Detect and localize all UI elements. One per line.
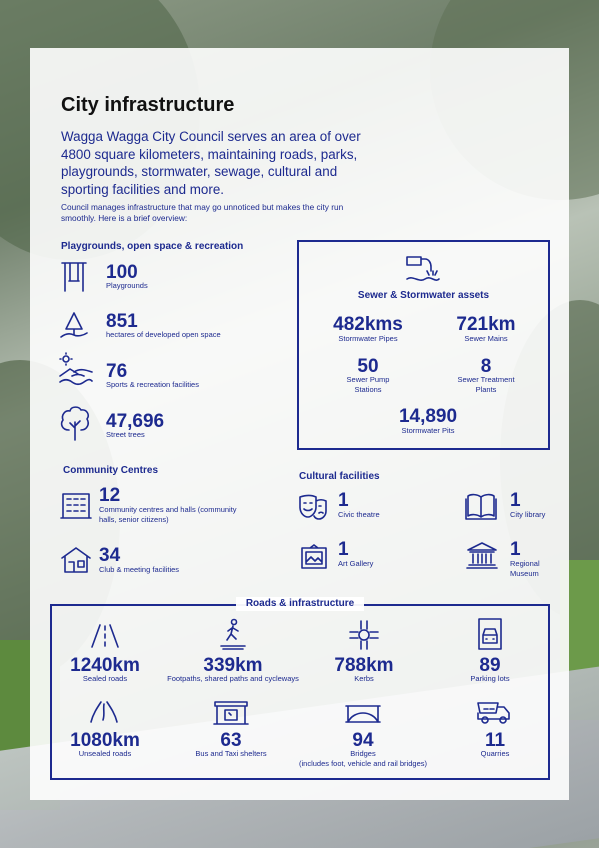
house-icon — [60, 546, 92, 574]
quarries-count: 11 — [484, 730, 506, 751]
club-facilities-label: Club & meeting facilities — [99, 565, 180, 574]
pedestrian-path-icon — [219, 618, 247, 650]
tree-hand-icon — [58, 309, 90, 341]
swimmer-icon — [58, 352, 94, 388]
community-centres-label: Community centres and halls (community halls, senior citizens) — [99, 505, 237, 524]
stormwater-pipes-count: 482kms — [333, 314, 403, 335]
city-library-label: City library — [510, 510, 546, 519]
outlet-pipe-icon — [405, 253, 441, 283]
unsealed-roads-label: Unsealed roads — [78, 749, 132, 758]
intro-subtext: Council manages infrastructure that may go unnoticed but makes the city run smoothly. Here is a brief overview: — [61, 202, 344, 223]
playgrounds-section-title: Playgrounds, open space & recreation — [61, 241, 244, 252]
dump-truck-icon — [476, 699, 512, 725]
playgrounds-label: Playgrounds — [106, 281, 148, 290]
cultural-section-title: Cultural facilities — [299, 471, 380, 482]
kerbs-count: 788km — [334, 655, 394, 676]
page-title: City infrastructure — [61, 94, 235, 116]
sealed-road-icon — [90, 623, 120, 649]
parking-lots-label: Parking lots — [470, 674, 510, 683]
street-trees-count: 47,696 — [106, 411, 165, 432]
open-space-count: 851 — [106, 311, 138, 332]
tree-icon — [59, 404, 91, 442]
museum-icon — [466, 541, 498, 569]
club-facilities-count: 34 — [99, 545, 121, 566]
sealed-roads-label: Sealed roads — [82, 674, 128, 683]
unsealed-road-icon — [89, 700, 119, 724]
roads-section-title: Roads & infrastructure — [245, 598, 355, 609]
civic-theatre-label: Civic theatre — [338, 510, 380, 519]
sewer-mains-count: 721km — [456, 314, 516, 335]
open-space-label: hectares of developed open space — [106, 330, 221, 339]
pump-stations-count: 50 — [357, 356, 379, 377]
stormwater-pipes-label: Stormwater Pipes — [338, 334, 398, 343]
civic-theatre-count: 1 — [338, 490, 349, 511]
book-icon — [465, 491, 497, 521]
bridges-count: 94 — [352, 730, 374, 751]
bridges-label: Bridges — [350, 749, 376, 758]
stormwater-pits-count: 14,890 — [398, 406, 458, 427]
museum-label: Regional Museum — [510, 559, 540, 578]
parking-car-icon — [477, 617, 503, 651]
community-section-title: Community Centres — [63, 465, 159, 476]
playgrounds-count: 100 — [106, 262, 138, 283]
unsealed-roads-count: 1080km — [70, 730, 140, 751]
bus-shelter-icon — [213, 698, 249, 726]
sports-label: Sports & recreation facilities — [106, 380, 199, 389]
stormwater-pits-label: Stormwater Pits — [401, 426, 455, 435]
art-gallery-label: Art Gallery — [338, 559, 374, 568]
pump-stations-label: Sewer Pump Stations — [346, 375, 390, 394]
city-library-count: 1 — [510, 490, 521, 511]
art-frame-icon — [300, 544, 328, 570]
community-centres-count: 12 — [99, 485, 121, 506]
intro-text: Wagga Wagga City Council serves an area of over 4800 square kilometers, maintaining roads, parks, playgrounds, stormwater, sewage, cultural and sporting facilities and more. — [61, 129, 361, 197]
kerbs-label: Kerbs — [354, 674, 374, 683]
footpaths-label: Footpaths, shared paths and cycleways — [167, 674, 299, 683]
roundabout-icon — [349, 620, 379, 650]
sports-count: 76 — [106, 361, 128, 382]
sewer-mains-label: Sewer Mains — [464, 334, 508, 343]
bridge-icon — [344, 702, 382, 724]
treatment-plants-label: Sewer Treatment Plants — [457, 375, 515, 394]
street-trees-label: Street trees — [106, 430, 145, 439]
footpaths-count: 339km — [203, 655, 263, 676]
shelters-label: Bus and Taxi shelters — [195, 749, 267, 758]
art-gallery-count: 1 — [338, 539, 349, 560]
sealed-roads-count: 1240km — [70, 655, 140, 676]
parking-lots-count: 89 — [479, 655, 501, 676]
theatre-masks-icon — [298, 493, 328, 521]
treatment-plants-count: 8 — [480, 356, 492, 377]
shelters-count: 63 — [220, 730, 242, 751]
quarries-label: Quarries — [480, 749, 510, 758]
bridges-note: (includes foot, vehicle and rail bridges) — [299, 759, 427, 768]
building-icon — [60, 490, 92, 520]
swing-icon — [60, 261, 88, 293]
museum-count: 1 — [510, 539, 521, 560]
sewer-section-title: Sewer & Stormwater assets — [357, 290, 490, 301]
